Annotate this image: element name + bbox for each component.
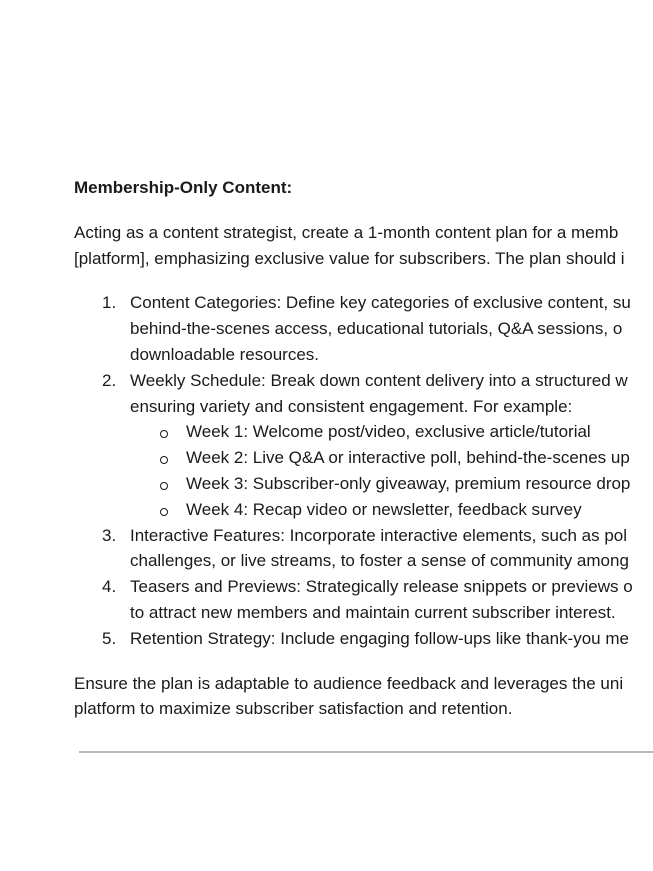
sub-list-item [130,471,653,497]
closing-paragraph [74,671,653,723]
closing-line: platform to maximize subscriber satisfaction and retention. [74,699,513,719]
sub-list-item [130,419,653,445]
intro-line: [platform], emphasizing exclusive value for subscribers. The plan should i [74,248,625,268]
list-number: 5. [102,628,117,648]
sub-list-item [130,497,653,523]
list-item [74,290,653,367]
list-number: 3. [102,525,117,545]
list-item-line: Interactive Features: Incorporate interactive elements, such as pol [130,525,628,545]
list-item [74,626,653,652]
list-item-line: challenges, or live streams, to foster a sense of community among [130,551,629,571]
horizontal-divider [79,751,653,753]
sub-list-item-text: Week 3: Subscriber-only giveaway, premium resource drop [186,473,631,493]
list-number: 4. [102,577,117,597]
list-number: 1. [102,293,117,313]
intro-line: Acting as a content strategist, create a 1-month content plan for a memb [74,222,619,242]
list-item [74,523,653,575]
list-item-line: ensuring variety and consistent engagement. For example: [130,396,573,416]
hollow-bullet-icon [160,456,168,464]
sub-list-item-text: Week 4: Recap video or newsletter, feedback survey [186,499,582,519]
document-body [74,175,653,741]
list-item-line: to attract new members and maintain current subscriber interest. [130,602,616,622]
sub-list-item [130,445,653,471]
hollow-bullet-icon [160,482,168,490]
list-item-line: Teasers and Previews: Strategically release snippets or previews o [130,577,633,597]
hollow-bullet-icon [160,430,168,438]
list-item-line: Retention Strategy: Include engaging follow-ups like thank-you me [130,628,629,648]
list-item-line: Content Categories: Define key categories of exclusive content, su [130,293,631,313]
section-heading: Membership-Only Content: [74,178,293,197]
list-item-line: behind-the-scenes access, educational tutorials, Q&A sessions, o [130,319,623,339]
bullet-sublist [130,419,653,522]
closing-line: Ensure the plan is adaptable to audience feedback and leverages the uni [74,673,624,693]
sub-list-item-text: Week 2: Live Q&A or interactive poll, behind-the-scenes up [186,448,630,468]
list-item-line: downloadable resources. [130,344,320,364]
list-item-line: Weekly Schedule: Break down content delivery into a structured w [130,370,628,390]
hollow-bullet-icon [160,508,168,516]
list-number: 2. [102,370,117,390]
sub-list-item-text: Week 1: Welcome post/video, exclusive article/tutorial [186,422,591,442]
list-item [74,574,653,626]
numbered-list [74,290,653,651]
list-item [74,368,653,523]
intro-paragraph [74,220,653,272]
